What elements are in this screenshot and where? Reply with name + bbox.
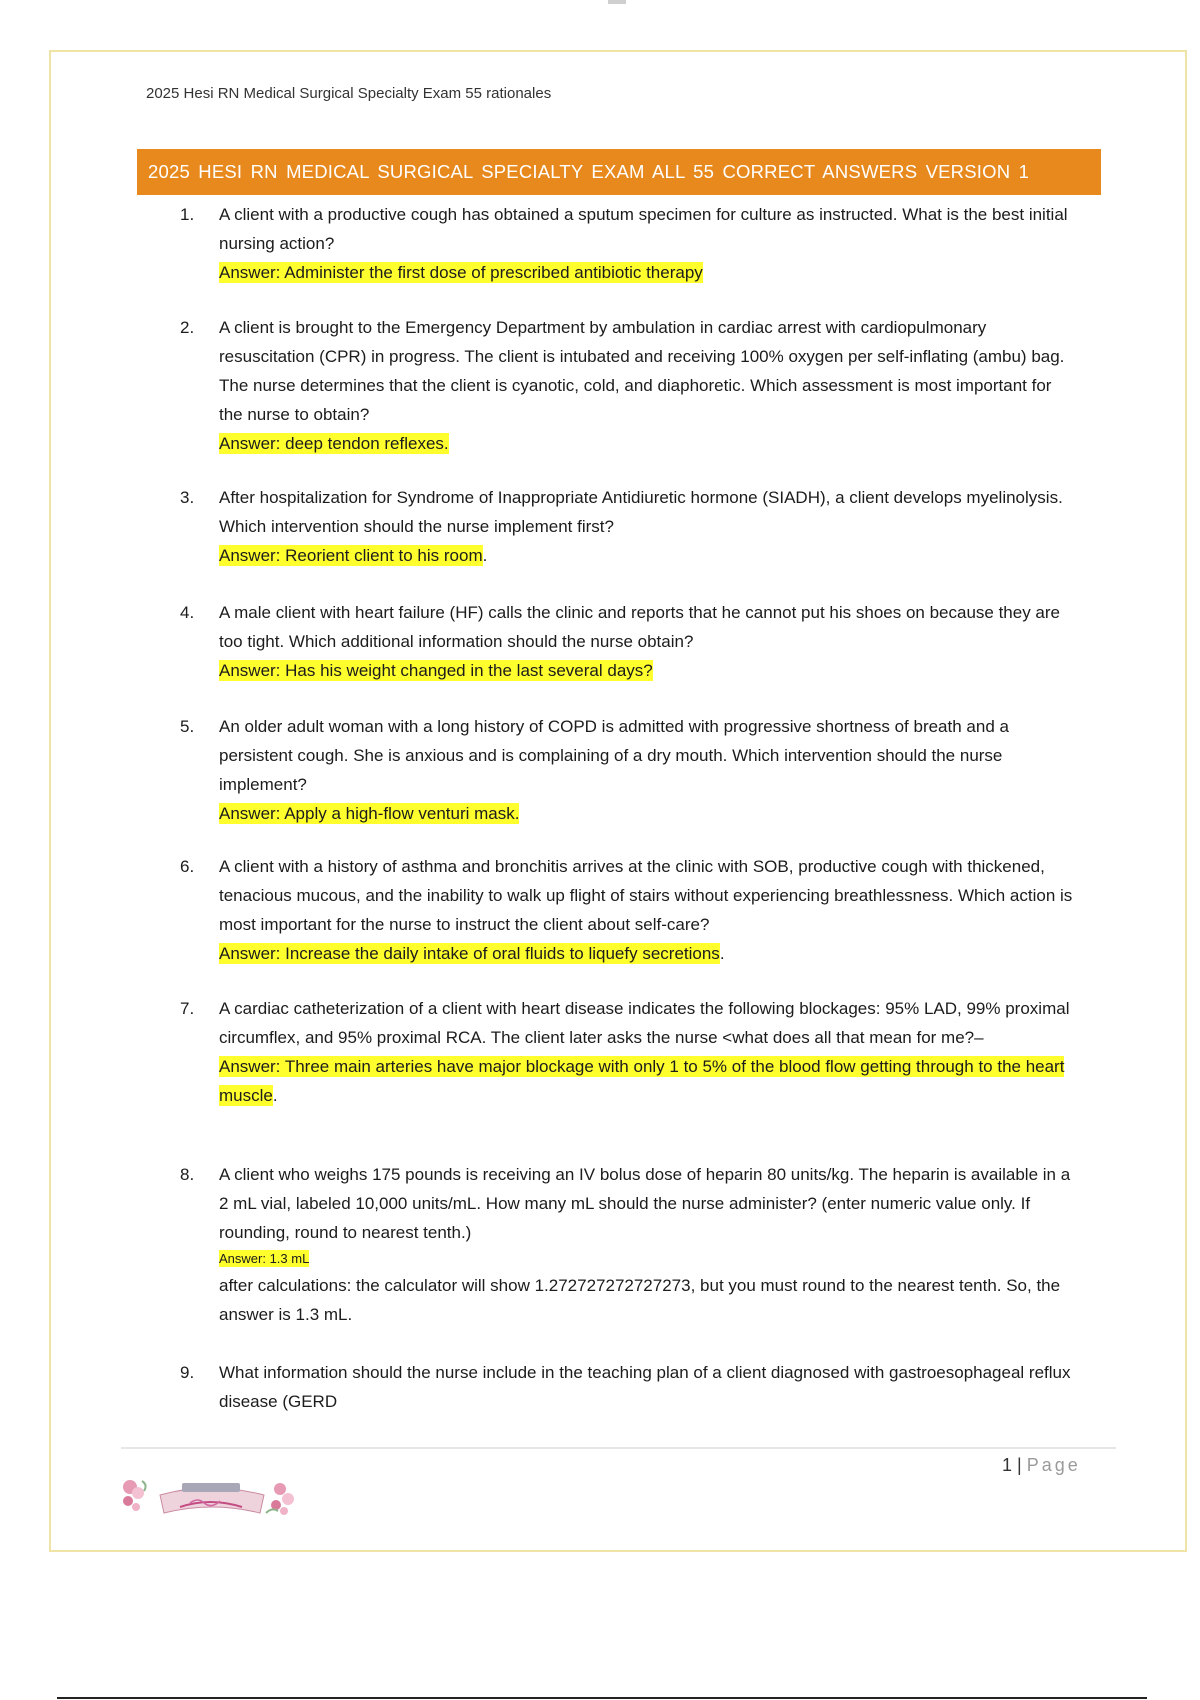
running-header: 2025 Hesi RN Medical Surgical Specialty Exam 55 rationales bbox=[146, 85, 552, 102]
question-number: 4. bbox=[180, 603, 195, 622]
question-text: A client who weighs 175 pounds is receiving an IV bolus dose of heparin 80 units/kg. The heparin is available in a 2 mL vial, labeled 10,000 units/mL. How many mL should the nurse administer? (enter numeric value only. If rounding, round to nearest tenth.) bbox=[219, 1165, 1071, 1242]
answer bbox=[219, 1247, 1079, 1271]
answer bbox=[219, 1052, 1079, 1110]
question-text: After hospitalization for Syndrome of Inappropriate Antidiuretic hormone (SIADH), a client develops myelinolysis. Which intervention should the nurse implement first? bbox=[219, 488, 1063, 536]
question-number: 6. bbox=[180, 857, 195, 876]
calculation-note: after calculations: the calculator will show 1.272727272727273, but you must round to the nearest tenth. So, the answer is 1.3 mL. bbox=[219, 1276, 1061, 1324]
answer-highlight: Answer: Increase the daily intake of oral fluids to liquefy secretions bbox=[219, 944, 720, 963]
question-text: A cardiac catheterization of a client with heart disease indicates the following blockages: 95% LAD, 99% proximal circumflex, and 95% proximal RCA. The client later asks the nurse <what does all that mean for me?– bbox=[219, 999, 1070, 1047]
question-text: An older adult woman with a long history of COPD is admitted with progressive shortness of breath and a persistent cough. She is anxious and is complaining of a dry mouth. Which intervention should the nurse implement? bbox=[219, 717, 1009, 794]
banner-title: 2025 HESI RN MEDICAL SURGICAL SPECIALTY EXAM ALL 55 CORRECT ANSWERS VERSION 1 bbox=[148, 161, 1030, 182]
question-number: 5. bbox=[180, 717, 195, 736]
answer-tail: . bbox=[272, 1086, 278, 1105]
footer-divider bbox=[121, 1447, 1116, 1449]
question-text: A male client with heart failure (HF) calls the clinic and reports that he cannot put his shoes on because they are too tight. Which additional information should the nurse obtain? bbox=[219, 603, 1061, 651]
exam-title-banner bbox=[137, 149, 1101, 195]
answer bbox=[219, 429, 1079, 458]
question-number: 7. bbox=[180, 999, 195, 1018]
floral-logo-icon bbox=[120, 1473, 298, 1523]
bottom-rule bbox=[57, 1697, 1147, 1699]
page-number-value: 1 bbox=[1002, 1455, 1013, 1475]
answer-tail: . bbox=[482, 546, 488, 565]
answer-highlight: Answer: Administer the first dose of prescribed antibiotic therapy bbox=[219, 263, 703, 282]
answer-highlight: Answer: Apply a high-flow venturi mask. bbox=[219, 804, 520, 823]
question-number: 8. bbox=[180, 1165, 195, 1184]
answer-highlight: Answer: Reorient client to his room bbox=[219, 546, 483, 565]
page-number-separator: | bbox=[1017, 1455, 1022, 1475]
answer-highlight: Answer: deep tendon reflexes. bbox=[219, 434, 449, 453]
answer bbox=[219, 258, 1079, 287]
question-text: A client with a productive cough has obtained a sputum specimen for culture as instructed. What is the best initial nursing action? bbox=[219, 205, 1068, 253]
question-number: 2. bbox=[180, 318, 195, 337]
answer-highlight: Answer: Three main arteries have major blockage with only 1 to 5% of the blood flow getting through to the heart muscle bbox=[219, 1057, 1065, 1105]
question-text: A client with a history of asthma and bronchitis arrives at the clinic with SOB, productive cough with thickened, tenacious mucous, and the inability to walk up flight of stairs without experiencing breathlessness. Which action is most important for the nurse to instruct the client about self-care? bbox=[219, 857, 1073, 934]
page-number bbox=[1002, 1455, 1081, 1476]
top-scan-mark bbox=[608, 0, 626, 4]
answer bbox=[219, 939, 1079, 968]
answer-highlight: Answer: 1.3 mL bbox=[219, 1251, 310, 1266]
question-text: A client is brought to the Emergency Department by ambulation in cardiac arrest with cardiopulmonary resuscitation (CPR) in progress. The client is intubated and receiving 100% oxygen per self-inflating (ambu) bag. The nurse determines that the client is cyanotic, cold, and diaphoretic. Which assessment is most important for the nurse to obtain? bbox=[219, 318, 1065, 424]
page-label: Page bbox=[1026, 1455, 1081, 1475]
answer-highlight: Answer: Has his weight changed in the last several days? bbox=[219, 661, 653, 680]
answer-tail: . bbox=[719, 944, 725, 963]
answer bbox=[219, 541, 1079, 570]
answer bbox=[219, 799, 1079, 828]
answer bbox=[219, 656, 1079, 685]
question-number: 3. bbox=[180, 488, 195, 507]
question-number: 1. bbox=[180, 205, 195, 224]
question-text: What information should the nurse include in the teaching plan of a client diagnosed with gastroesophageal reflux disease (GERD bbox=[219, 1363, 1071, 1411]
question-number: 9. bbox=[180, 1363, 195, 1382]
